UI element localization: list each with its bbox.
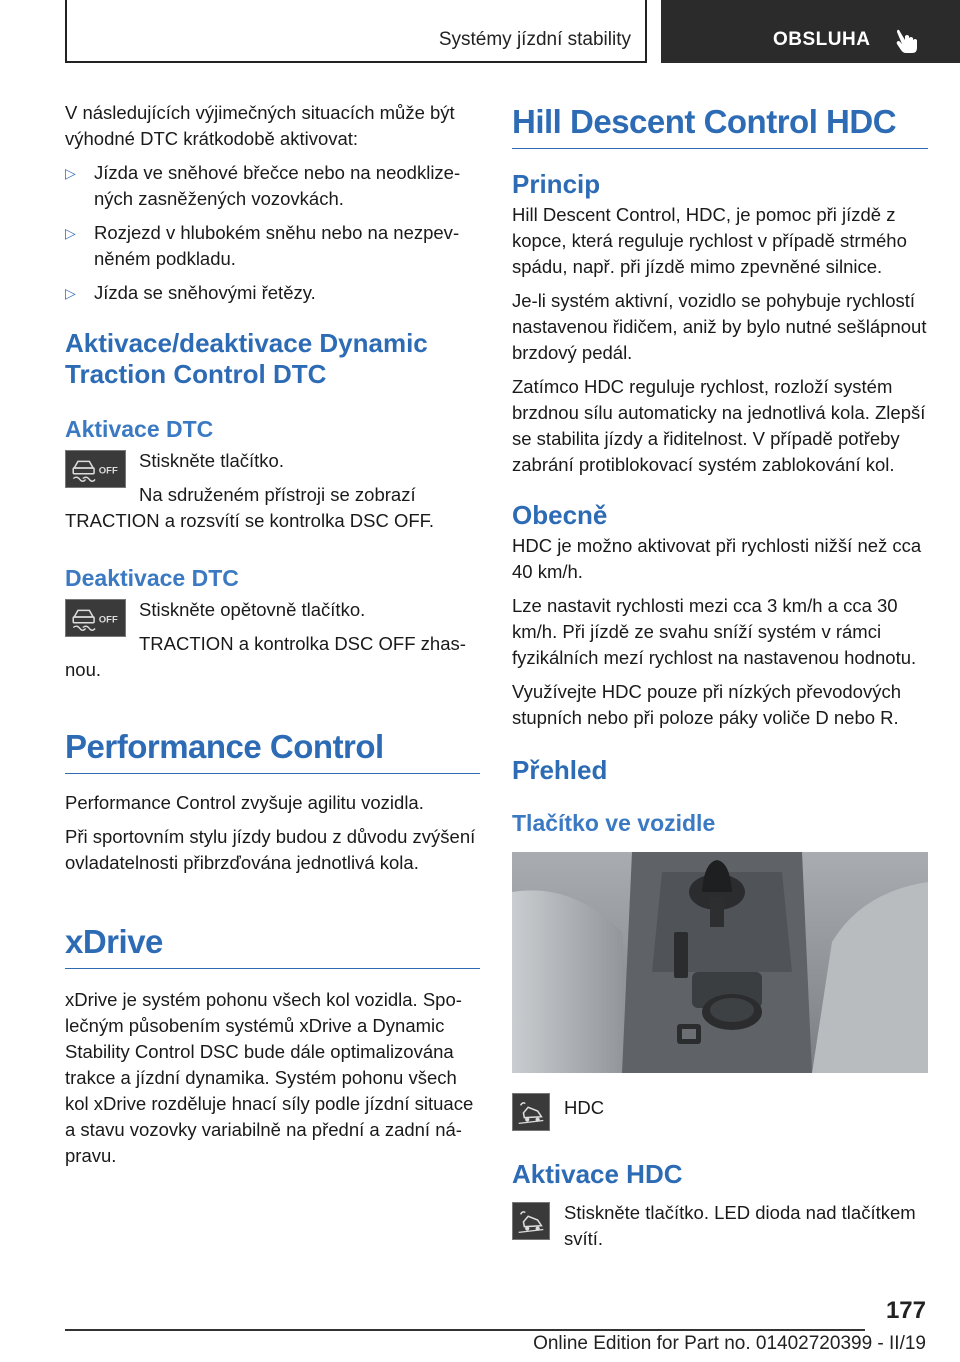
dtc-heading: Aktivace/deaktivace Dynamic Traction Control DTC bbox=[65, 328, 428, 389]
list-item: ▷ Rozjezd v hlubokém sněhu nebo na nezpevněném podkladu. bbox=[65, 222, 460, 269]
aktivace-hdc-heading: Aktivace HDC bbox=[512, 1159, 683, 1189]
bullet-triangle-icon: ▷ bbox=[65, 285, 76, 301]
xdrive-paragraph: xDrive je systém pohonu všech kol vozidla. Společným působením systémů xDrive a Dynamic Stability Control DSC bude dále optimalizována trakce a jízdní dynamika. Systém pohonu všech kol xDrive rozděluje hnací síly podle jízdní situace a stavu vozovky variabilně na přední a zadní nápravu. bbox=[65, 989, 474, 1166]
footer-divider bbox=[65, 1329, 865, 1331]
left-column bbox=[65, 100, 480, 1169]
dtc-off-button-icon bbox=[65, 599, 126, 637]
header-section-box bbox=[661, 0, 960, 63]
prehled-heading: Přehled bbox=[512, 755, 608, 785]
xdrive-heading: xDrive bbox=[65, 920, 480, 969]
aktivace-hdc-block bbox=[512, 1200, 928, 1252]
dtc-intro: V následujících výjimečných situacích může být výhodné DTC krátkodobě aktivovat: bbox=[65, 102, 455, 149]
deactivate-dtc-heading: Deaktivace DTC bbox=[65, 565, 239, 591]
obecne-heading: Obecně bbox=[512, 500, 608, 530]
hdc-label: HDC bbox=[564, 1097, 605, 1118]
hdc-button-icon bbox=[512, 1202, 550, 1240]
bullet-triangle-icon: ▷ bbox=[65, 165, 76, 181]
performance-control-heading: Performance Control bbox=[65, 725, 480, 774]
header-chapter-box bbox=[65, 0, 647, 63]
deactivate-dtc-result: TRACTION a kontrolka DSC OFF zhasnou. bbox=[65, 633, 466, 680]
performance-p1: Performance Control zvyšuje agilitu vozidla. bbox=[65, 792, 424, 813]
center-console-photo bbox=[512, 852, 928, 1073]
activate-dtc-result: Na sdruženém přístroji se zobrazí TRACTION a rozsvítí se kontrolka DSC OFF. bbox=[65, 484, 435, 531]
deactivate-dtc-step: Stiskněte opětovně tlačítko. bbox=[139, 599, 366, 620]
obecne-p1: HDC je možno aktivovat při rychlosti nižší než cca 40 km/h. bbox=[512, 535, 922, 582]
center-console-illustration bbox=[512, 852, 928, 1073]
deactivate-dtc-block bbox=[65, 597, 480, 649]
hdc-button-legend bbox=[512, 1091, 928, 1137]
dtc-situations-list bbox=[65, 160, 480, 306]
performance-p2: Při sportovním stylu jízdy budou z důvodu zvýšení ovladatelnosti přibrzďována jednotlivá kola. bbox=[65, 826, 476, 873]
aktivace-hdc-step: Stiskněte tlačítko. LED dioda nad tlačítkem svítí. bbox=[564, 1202, 916, 1249]
princip-p1: Hill Descent Control, HDC, je pomoc při jízdě z kopce, která reguluje rychlost v případě strmého spádu, např. při jízdě mimo zpevněné silnice. bbox=[512, 204, 907, 277]
tlacitko-heading: Tlačítko ve vozidle bbox=[512, 810, 716, 836]
activate-dtc-step: Stiskněte tlačítko. bbox=[139, 450, 284, 471]
list-item: ▷ Jízda ve sněhové břečce nebo na neodklizených zasněžených vozovkách. bbox=[65, 162, 461, 209]
obecne-p2: Lze nastavit rychlosti mezi cca 3 km/h a cca 30 km/h. Při jízdě ze svahu sníží systém v rámci fyzikálních mezí rychlost na nastavenou hodnotu. bbox=[512, 595, 917, 668]
header-chapter-title: Systémy jízdní stability bbox=[438, 29, 631, 50]
princip-p2: Je-li systém aktivní, vozidlo se pohybuje rychlostí nastavenou řidičem, aniž by bylo nutné sešlápnout brzdový pedál. bbox=[512, 290, 927, 363]
bullet-triangle-icon: ▷ bbox=[65, 225, 76, 241]
off-label: OFF bbox=[98, 465, 118, 477]
hdc-heading: Hill Descent Control HDC bbox=[512, 100, 928, 149]
dtc-off-button-icon bbox=[65, 450, 126, 488]
edition-note: Online Edition for Part no. 01402720399 - II/19 bbox=[533, 1333, 926, 1354]
activate-dtc-heading: Aktivace DTC bbox=[65, 416, 214, 442]
hdc-button-icon bbox=[512, 1093, 550, 1131]
princip-p3: Zatímco HDC reguluje rychlost, rozloží systém brzdnou sílu automaticky na jednotlivá kola. Zlepší se stabilita jízdy a řiditelnost. V případě potřeby zabrání protiblokovací systém zablokování kol. bbox=[512, 376, 926, 475]
pointing-hand-icon bbox=[893, 26, 923, 56]
page-number: 177 bbox=[885, 1297, 926, 1324]
header-section-title: OBSLUHA bbox=[773, 29, 871, 50]
princip-heading: Princip bbox=[512, 169, 601, 199]
obecne-p3: Využívejte HDC pouze při nízkých převodových stupních nebo při poloze páky voliče D nebo R. bbox=[512, 681, 902, 728]
activate-dtc-block bbox=[65, 448, 480, 500]
right-column bbox=[512, 100, 928, 1252]
list-item: ▷ Jízda se sněhovými řetězy. bbox=[65, 280, 480, 306]
off-label: OFF bbox=[98, 614, 118, 626]
